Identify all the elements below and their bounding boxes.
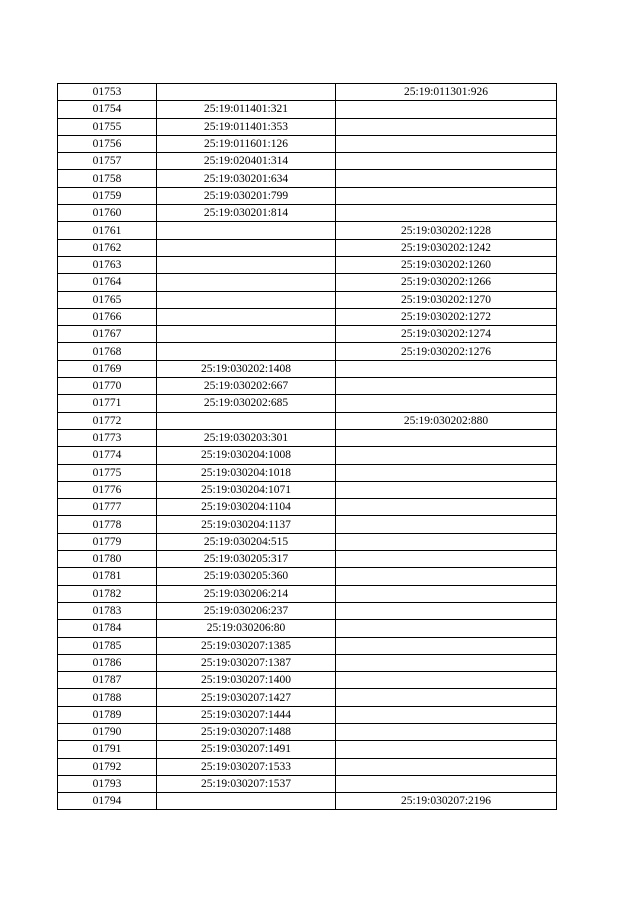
row-number-cell: 01756: [58, 135, 157, 152]
table-body: [58, 84, 557, 810]
table-row: [58, 793, 557, 810]
row-number-cell: 01772: [58, 412, 157, 429]
cadastral-number-cell: 25:19:030207:1400: [157, 672, 336, 689]
row-number-cell: 01775: [58, 464, 157, 481]
cadastral-number-alt-cell: [336, 706, 557, 723]
cadastral-number-cell: 25:19:030201:799: [157, 187, 336, 204]
cadastral-number-alt-cell: 25:19:030202:880: [336, 412, 557, 429]
cadastral-number-alt-cell: [336, 187, 557, 204]
cadastral-number-alt-cell: 25:19:030202:1270: [336, 291, 557, 308]
cadastral-number-alt-cell: [336, 602, 557, 619]
table-row: [58, 551, 557, 568]
cadastral-number-alt-cell: [336, 568, 557, 585]
table-row: [58, 205, 557, 222]
table-row: [58, 499, 557, 516]
cadastral-number-alt-cell: [336, 654, 557, 671]
cadastral-number-alt-cell: [336, 447, 557, 464]
cadastral-number-alt-cell: [336, 205, 557, 222]
cadastral-number-cell: 25:19:030204:1137: [157, 516, 336, 533]
cadastral-number-cell: 25:19:030204:1018: [157, 464, 336, 481]
cadastral-number-cell: 25:19:030207:1385: [157, 637, 336, 654]
table-row: [58, 447, 557, 464]
cadastral-number-cell: [157, 343, 336, 360]
cadastral-number-cell: 25:19:030207:1491: [157, 741, 336, 758]
row-number-cell: 01755: [58, 118, 157, 135]
row-number-cell: 01764: [58, 274, 157, 291]
row-number-cell: 01781: [58, 568, 157, 585]
cadastral-number-alt-cell: [336, 620, 557, 637]
cadastral-number-alt-cell: [336, 758, 557, 775]
row-number-cell: 01773: [58, 429, 157, 446]
cadastral-number-alt-cell: 25:19:030202:1272: [336, 308, 557, 325]
cadastral-number-cell: 25:19:030205:360: [157, 568, 336, 585]
cadastral-number-alt-cell: [336, 741, 557, 758]
row-number-cell: 01777: [58, 499, 157, 516]
row-number-cell: 01791: [58, 741, 157, 758]
row-number-cell: 01754: [58, 101, 157, 118]
cadastral-number-alt-cell: [336, 153, 557, 170]
table-row: [58, 256, 557, 273]
table-row: [58, 84, 557, 101]
cadastral-number-alt-cell: 25:19:030202:1242: [336, 239, 557, 256]
cadastral-number-cell: 25:19:030202:685: [157, 395, 336, 412]
cadastral-number-cell: 25:19:030206:237: [157, 602, 336, 619]
cadastral-number-alt-cell: [336, 395, 557, 412]
cadastral-number-cell: 25:19:030205:317: [157, 551, 336, 568]
table-row: [58, 568, 557, 585]
cadastral-number-alt-cell: [336, 378, 557, 395]
table-row: [58, 153, 557, 170]
cadastral-number-cell: 25:19:030206:214: [157, 585, 336, 602]
table-row: [58, 723, 557, 740]
row-number-cell: 01785: [58, 637, 157, 654]
row-number-cell: 01759: [58, 187, 157, 204]
cadastral-number-alt-cell: 25:19:030202:1276: [336, 343, 557, 360]
table-row: [58, 620, 557, 637]
table-row: [58, 775, 557, 792]
cadastral-number-alt-cell: 25:19:030207:2196: [336, 793, 557, 810]
row-number-cell: 01753: [58, 84, 157, 101]
table-row: [58, 412, 557, 429]
row-number-cell: 01778: [58, 516, 157, 533]
cadastral-number-alt-cell: [336, 585, 557, 602]
cadastral-number-cell: 25:19:030201:634: [157, 170, 336, 187]
cadastral-number-alt-cell: [336, 723, 557, 740]
cadastral-number-alt-cell: [336, 464, 557, 481]
cadastral-number-alt-cell: [336, 170, 557, 187]
table-row: [58, 326, 557, 343]
cadastral-number-cell: 25:19:030207:1488: [157, 723, 336, 740]
row-number-cell: 01776: [58, 481, 157, 498]
cadastral-number-alt-cell: [336, 637, 557, 654]
table-row: [58, 758, 557, 775]
cadastral-number-cell: 25:19:030202:667: [157, 378, 336, 395]
cadastral-number-alt-cell: [336, 135, 557, 152]
cadastral-number-alt-cell: 25:19:030202:1266: [336, 274, 557, 291]
table-row: [58, 741, 557, 758]
cadastral-number-alt-cell: [336, 499, 557, 516]
table-row: [58, 378, 557, 395]
table-row: [58, 239, 557, 256]
row-number-cell: 01758: [58, 170, 157, 187]
table-row: [58, 170, 557, 187]
cadastral-number-cell: 25:19:030207:1387: [157, 654, 336, 671]
table-row: [58, 585, 557, 602]
table-row: [58, 672, 557, 689]
cadastral-number-alt-cell: [336, 533, 557, 550]
cadastral-number-cell: 25:19:030203:301: [157, 429, 336, 446]
table-row: [58, 343, 557, 360]
row-number-cell: 01786: [58, 654, 157, 671]
cadastral-number-alt-cell: [336, 672, 557, 689]
cadastral-number-alt-cell: 25:19:030202:1228: [336, 222, 557, 239]
cadastral-number-cell: [157, 326, 336, 343]
row-number-cell: 01761: [58, 222, 157, 239]
row-number-cell: 01789: [58, 706, 157, 723]
cadastral-number-cell: 25:19:011601:126: [157, 135, 336, 152]
cadastral-number-cell: 25:19:030207:1427: [157, 689, 336, 706]
cadastral-number-cell: [157, 308, 336, 325]
cadastral-number-cell: [157, 84, 336, 101]
cadastral-number-cell: 25:19:030207:1444: [157, 706, 336, 723]
cadastral-number-cell: 25:19:030204:1104: [157, 499, 336, 516]
row-number-cell: 01767: [58, 326, 157, 343]
cadastral-number-cell: 25:19:030204:515: [157, 533, 336, 550]
cadastral-number-cell: 25:19:011401:321: [157, 101, 336, 118]
table-row: [58, 222, 557, 239]
cadastral-number-cell: 25:19:030206:80: [157, 620, 336, 637]
row-number-cell: 01770: [58, 378, 157, 395]
cadastral-number-cell: 25:19:011401:353: [157, 118, 336, 135]
row-number-cell: 01769: [58, 360, 157, 377]
cadastral-number-alt-cell: 25:19:011301:926: [336, 84, 557, 101]
cadastral-number-cell: [157, 222, 336, 239]
cadastral-number-table: [57, 83, 557, 810]
table-row: [58, 187, 557, 204]
row-number-cell: 01787: [58, 672, 157, 689]
cadastral-number-alt-cell: [336, 516, 557, 533]
cadastral-number-alt-cell: [336, 551, 557, 568]
table-row: [58, 689, 557, 706]
cadastral-number-cell: 25:19:030204:1008: [157, 447, 336, 464]
cadastral-number-alt-cell: [336, 101, 557, 118]
row-number-cell: 01765: [58, 291, 157, 308]
table-row: [58, 533, 557, 550]
row-number-cell: 01763: [58, 256, 157, 273]
cadastral-number-cell: [157, 239, 336, 256]
cadastral-number-alt-cell: [336, 360, 557, 377]
row-number-cell: 01783: [58, 602, 157, 619]
row-number-cell: 01771: [58, 395, 157, 412]
cadastral-number-cell: [157, 793, 336, 810]
row-number-cell: 01760: [58, 205, 157, 222]
row-number-cell: 01774: [58, 447, 157, 464]
cadastral-number-alt-cell: [336, 429, 557, 446]
row-number-cell: 01784: [58, 620, 157, 637]
cadastral-number-cell: 25:19:020401:314: [157, 153, 336, 170]
cadastral-number-alt-cell: [336, 775, 557, 792]
table-row: [58, 291, 557, 308]
row-number-cell: 01780: [58, 551, 157, 568]
table-row: [58, 395, 557, 412]
cadastral-number-cell: 25:19:030207:1537: [157, 775, 336, 792]
row-number-cell: 01768: [58, 343, 157, 360]
cadastral-number-alt-cell: [336, 118, 557, 135]
cadastral-number-cell: 25:19:030202:1408: [157, 360, 336, 377]
table-row: [58, 637, 557, 654]
table-row: [58, 101, 557, 118]
table-row: [58, 654, 557, 671]
table-row: [58, 135, 557, 152]
cadastral-number-cell: 25:19:030207:1533: [157, 758, 336, 775]
row-number-cell: 01757: [58, 153, 157, 170]
cadastral-number-cell: [157, 291, 336, 308]
cadastral-number-cell: [157, 412, 336, 429]
row-number-cell: 01792: [58, 758, 157, 775]
row-number-cell: 01782: [58, 585, 157, 602]
row-number-cell: 01779: [58, 533, 157, 550]
cadastral-number-alt-cell: [336, 481, 557, 498]
table-row: [58, 602, 557, 619]
cadastral-number-alt-cell: [336, 689, 557, 706]
row-number-cell: 01766: [58, 308, 157, 325]
table-row: [58, 274, 557, 291]
table-row: [58, 464, 557, 481]
cadastral-number-alt-cell: 25:19:030202:1274: [336, 326, 557, 343]
cadastral-number-cell: 25:19:030201:814: [157, 205, 336, 222]
cadastral-number-cell: [157, 256, 336, 273]
row-number-cell: 01794: [58, 793, 157, 810]
table-row: [58, 118, 557, 135]
table-row: [58, 706, 557, 723]
table-row: [58, 360, 557, 377]
row-number-cell: 01762: [58, 239, 157, 256]
row-number-cell: 01790: [58, 723, 157, 740]
table-row: [58, 308, 557, 325]
table-row: [58, 481, 557, 498]
cadastral-number-cell: 25:19:030204:1071: [157, 481, 336, 498]
table-row: [58, 429, 557, 446]
cadastral-number-cell: [157, 274, 336, 291]
row-number-cell: 01788: [58, 689, 157, 706]
cadastral-number-alt-cell: 25:19:030202:1260: [336, 256, 557, 273]
table-row: [58, 516, 557, 533]
row-number-cell: 01793: [58, 775, 157, 792]
